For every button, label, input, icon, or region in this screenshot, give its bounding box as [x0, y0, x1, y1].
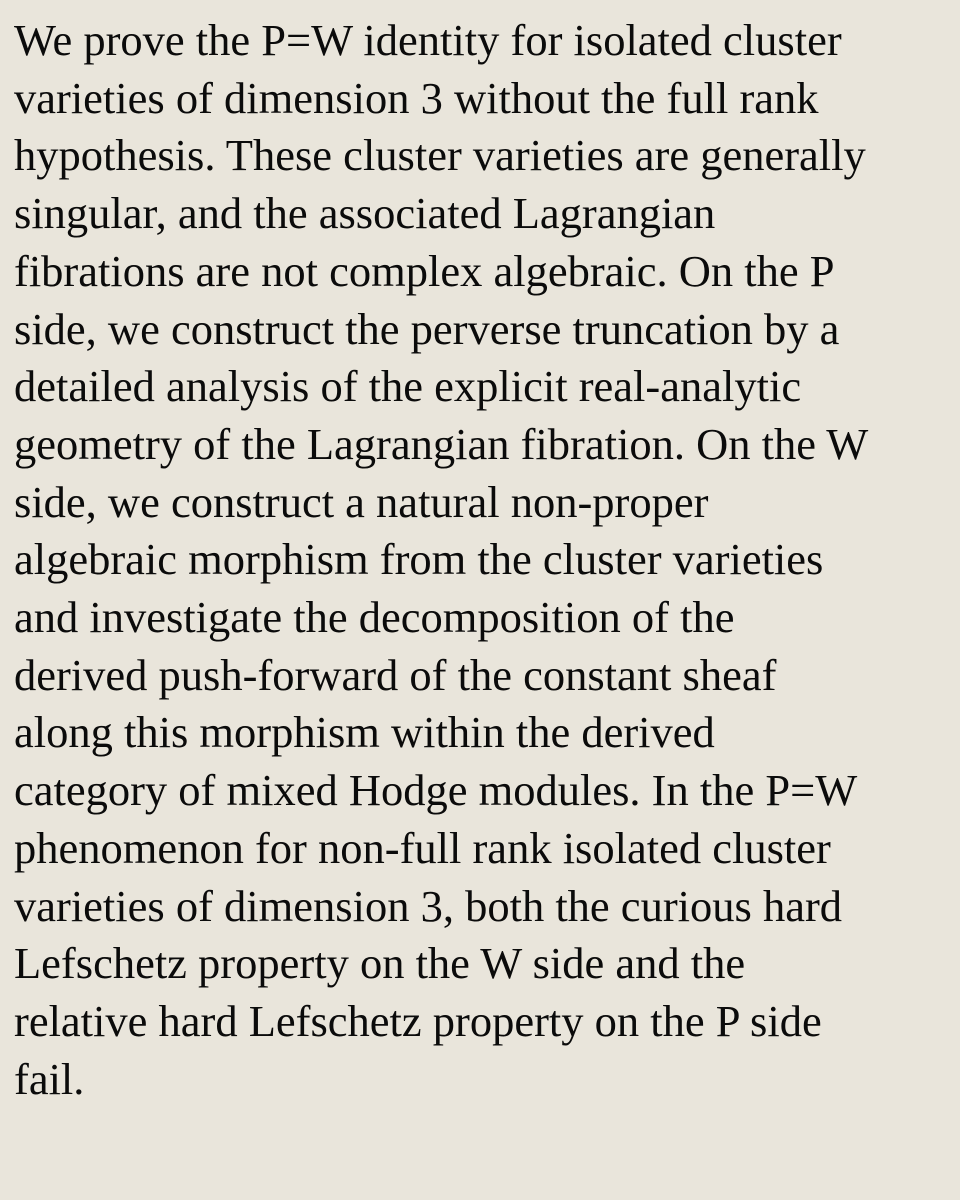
abstract-line: and investigate the decomposition of the [14, 592, 735, 643]
abstract-line: varieties of dimension 3, both the curious hard [14, 880, 843, 931]
abstract-paragraph [14, 12, 950, 1108]
abstract-line: phenomenon for non-full rank isolated cluster [14, 822, 831, 873]
abstract-line: category of mixed Hodge modules. In the P=W [14, 765, 858, 816]
abstract-line: detailed analysis of the explicit real-analytic [14, 361, 802, 412]
abstract-line: hypothesis. These cluster varieties are generally [14, 130, 866, 181]
abstract-line: varieties of dimension 3 without the full rank [14, 72, 819, 123]
abstract-line: fail. [14, 1053, 85, 1104]
abstract-line: relative hard Lefschetz property on the P side [14, 995, 822, 1046]
abstract-line: singular, and the associated Lagrangian [14, 188, 716, 239]
abstract-line: derived push-forward of the constant sheaf [14, 649, 777, 700]
abstract-line: Lefschetz property on the W side and the [14, 938, 746, 989]
abstract-line: side, we construct the perverse truncation by a [14, 303, 840, 354]
abstract-line: algebraic morphism from the cluster varieties [14, 534, 824, 585]
abstract-line: along this morphism within the derived [14, 707, 715, 758]
abstract-line: We prove the P=W identity for isolated cluster [14, 15, 842, 65]
abstract-line: side, we construct a natural non-proper [14, 476, 709, 527]
abstract-line: fibrations are not complex algebraic. On the P [14, 245, 835, 296]
abstract-line: geometry of the Lagrangian fibration. On the W [14, 418, 869, 469]
